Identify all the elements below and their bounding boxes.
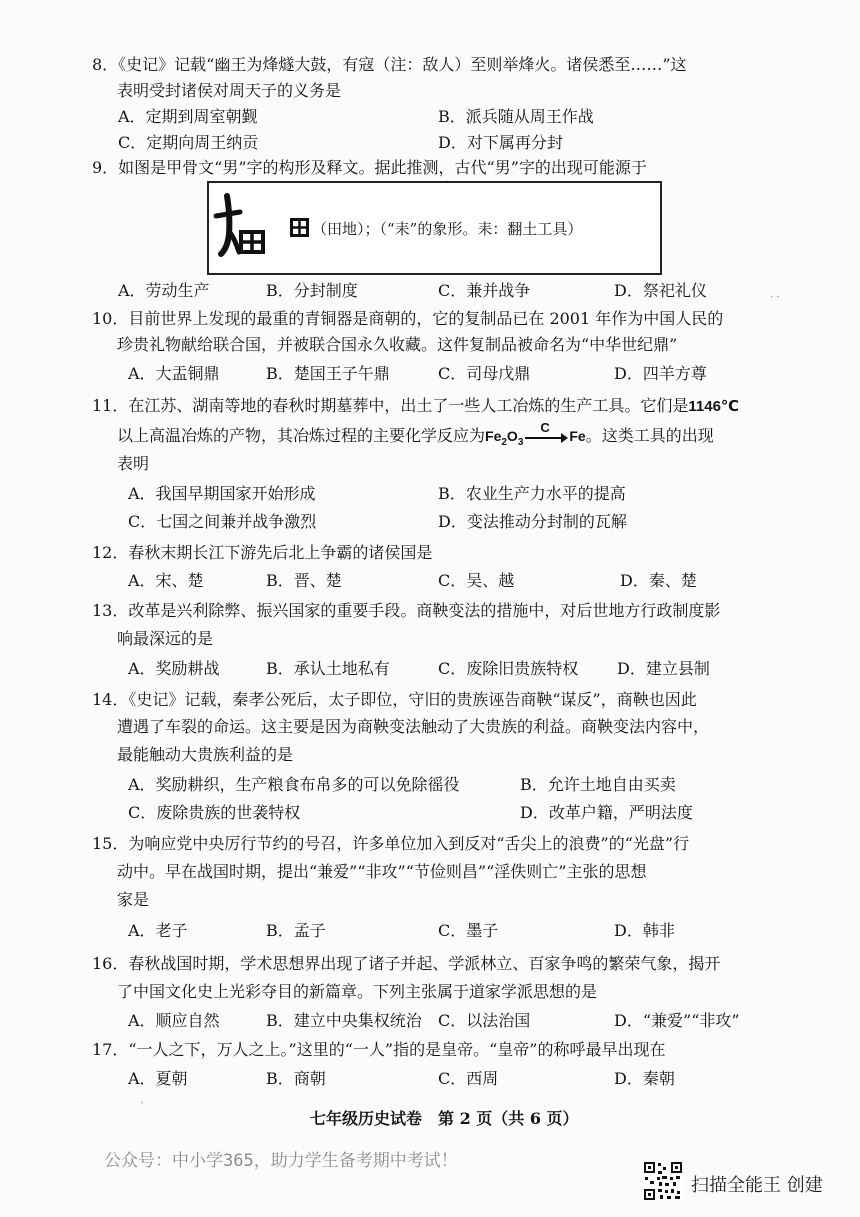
scan-speck-2: ˋ	[140, 1102, 145, 1113]
q8-stem-line2: 表明受封诸侯对周天子的义务是	[117, 81, 342, 100]
q9-option-d: D．祭祀礼仪	[614, 281, 707, 300]
q13-option-d: D．建立县制	[617, 659, 710, 678]
q11-catalyst: C	[540, 420, 550, 436]
scanner-label: 扫描全能王 创建	[691, 1175, 823, 1196]
q17-option-c: C．西周	[438, 1069, 499, 1088]
q11-reaction-formula	[485, 420, 586, 448]
q9-option-b: B．分封制度	[266, 281, 358, 300]
q14-option-b: B．允许土地自由买卖	[520, 775, 676, 794]
q16-option-a: A．顺应自然	[128, 1011, 220, 1030]
q11-reactant-o: O	[506, 428, 518, 444]
q15-stem-line1: 15．为响应党中央厉行节约的号召，许多单位加入到反对“舌尖上的浪费”的“光盘”行	[92, 834, 690, 853]
q11-option-a: A．我国早期国家开始形成	[128, 484, 316, 503]
q12-option-d: D．秦、楚	[620, 571, 697, 590]
q16-option-c: C．以法治国	[438, 1011, 531, 1030]
q14-stem-line2: 遭遇了车裂的命运。这主要是因为商鞅变法触动了大贵族的利益。商鞅变法内容中，	[117, 717, 710, 736]
q17-stem-line1: 17．“一人之下，万人之上。”这里的“一人”指的是皇帝。“皇帝”的称呼最早出现在	[92, 1040, 666, 1059]
q11-reactant: Fe	[485, 428, 502, 444]
q9-option-c: C．兼并战争	[438, 281, 531, 300]
q14-stem-line3: 最能触动大贵族利益的是	[117, 745, 294, 764]
q16-option-d: D．“兼爱”“非攻”	[614, 1011, 740, 1030]
q10-stem-line1: 10．目前世界上发现的最重的青铜器是商朝的，它的复制品已在 2001 年作为中国人民的	[92, 309, 724, 328]
q15-stem-line2: 动中。早在战国时期，提出“兼爱”“非攻”“节俭则昌”“淫佚则亡”主张的思想	[117, 862, 647, 881]
q14-option-c: C．废除贵族的世袭特权	[128, 803, 301, 822]
q17-option-d: D．秦朝	[614, 1069, 675, 1088]
q13-option-a: A．奖励耕战	[128, 659, 220, 678]
q9-stem-line1: 9．如图是甲骨文“男”字的构形及释文。据此推测，古代“男”字的出现可能源于	[92, 158, 647, 177]
q8-option-b: B．派兵随从周王作战	[438, 107, 594, 126]
q10-stem-line2: 珍贵礼物献给联合国，并被联合国永久收藏。这件复制品被命名为“中华世纪鼎”	[117, 335, 678, 354]
q10-option-c: C．司母戊鼎	[438, 364, 531, 383]
q15-option-d: D．韩非	[614, 921, 675, 940]
q16-stem-line1: 16．春秋战国时期，学术思想界出现了诸子并起、学派林立、百家争鸣的繁荣气象，揭开	[92, 954, 721, 973]
reaction-arrow-icon	[523, 420, 569, 444]
q16-stem-line2: 了中国文化史上光彩夺目的新篇章。下列主张属于道家学派思想的是	[117, 982, 598, 1001]
q14-stem-line1: 14．《史记》记载，秦孝公死后，太子即位，守旧的贵族诬告商鞅“谋反”，商鞅也因此	[92, 690, 697, 709]
q11-stem-text2: 以上高温冶炼的产物，其冶炼过程的主要化学反应为	[117, 426, 486, 445]
q11-stem-text3: 。这类工具的出现	[585, 426, 714, 445]
q11-option-d: D．变法推动分封制的瓦解	[438, 512, 627, 531]
q13-stem-line2: 响最深远的是	[117, 629, 214, 648]
q12-option-c: C．吴、越	[438, 571, 515, 590]
q12-option-b: B．晋、楚	[266, 571, 342, 590]
q8-option-d: D．对下属再分封	[438, 133, 563, 152]
q8-option-a: A．定期到周室朝觐	[118, 107, 258, 126]
q13-option-b: B．承认土地私有	[266, 659, 390, 678]
q17-option-b: B．商朝	[266, 1069, 326, 1088]
q11-stem-text: 11．在江苏、湖南等地的春秋时期墓葬中，出土了一些人工冶炼的生产工具。它们是	[92, 396, 689, 415]
q11-option-b: B．农业生产力水平的提高	[438, 484, 626, 503]
q8-stem-line1: 8．《史记》记载“幽王为烽燧大鼓，有寇（注：敌人）至则举烽火。诸侯悉至……”这	[92, 55, 687, 74]
q15-option-b: B．孟子	[266, 921, 326, 940]
q8-option-c: C．定期向周王纳贡	[118, 133, 259, 152]
q13-option-c: C．废除旧贵族特权	[438, 659, 579, 678]
q12-stem-line1: 12．春秋末期长江下游先后北上争霸的诸侯国是	[92, 543, 433, 562]
q11-reactant-sub1: 2	[501, 436, 507, 448]
scan-speck: · ·	[770, 292, 780, 303]
q17-option-a: A．夏朝	[128, 1069, 188, 1088]
watermark-text: 公众号：中小学365，助力学生备考期中考试！	[104, 1151, 458, 1171]
q11-stem-line1	[92, 396, 739, 417]
q15-option-a: A．老子	[128, 921, 188, 940]
q14-option-d: D．改革户籍，严明法度	[520, 803, 693, 822]
q15-stem-line3: 家是	[117, 890, 150, 909]
q13-stem-line1: 13．改革是兴利除弊、振兴国家的重要手段。商鞅变法的措施中，对后世地方行政制度影	[92, 601, 721, 620]
q11-option-c: C．七国之间兼并战争激烈	[128, 512, 317, 531]
qr-code-icon	[643, 1161, 683, 1201]
q10-option-b: B．楚国王子午鼎	[266, 364, 390, 383]
oracle-bone-nan-icon	[213, 190, 271, 260]
q16-option-b: B．建立中央集权统治	[266, 1011, 422, 1030]
tian-field-icon	[290, 218, 309, 237]
q9-figure-caption: （田地）；（“耒”的象形。耒：翻土工具）	[312, 220, 583, 238]
q11-temperature: 1146℃	[688, 398, 740, 415]
q12-option-a: A．宋、楚	[128, 571, 204, 590]
q11-stem-line2	[117, 420, 714, 453]
q10-option-d: D．四羊方尊	[614, 364, 707, 383]
q15-option-c: C．墨子	[438, 921, 499, 940]
q10-option-a: A．大盂铜鼎	[128, 364, 220, 383]
page-footer: 七年级历史试卷 第 2 页（共 6 页）	[310, 1109, 579, 1128]
q11-reactant-sub2: 3	[517, 436, 524, 448]
q11-product: Fe	[569, 428, 586, 444]
q11-stem-line3: 表明	[117, 454, 150, 473]
q14-option-a: A．奖励耕织，生产粮食布帛多的可以免除徭役	[128, 775, 460, 794]
q9-option-a: A．劳动生产	[118, 281, 210, 300]
